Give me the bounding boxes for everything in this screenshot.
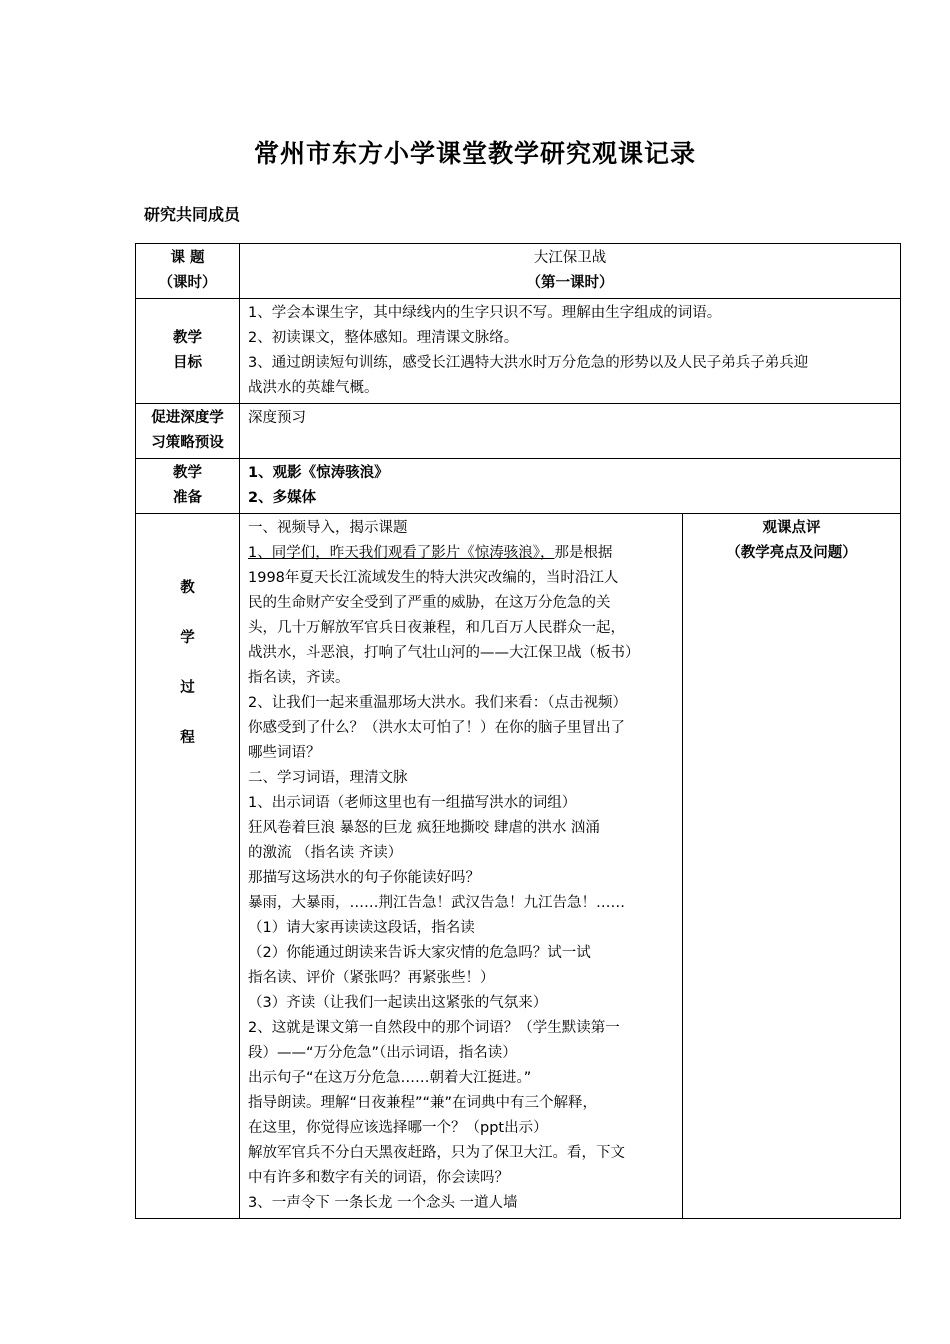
strategy-row [136,404,901,459]
goals-cell [240,299,901,404]
process-line: 2、这就是课文第一自然段中的那个词语？（学生默读第一 [248,1020,620,1036]
process-line [248,541,674,566]
process-line: 的激流 （指名读 齐读） [248,845,403,861]
members-label: 研究共同成员 [144,205,241,224]
process-line: 中有许多和数字有关的词语，你会读吗？ [248,1170,509,1186]
prep-line: 1、观影《惊涛骇浪》 [248,465,389,481]
prep-cell [240,459,901,514]
process-line: 一、视频导入，揭示课题 [248,520,408,536]
process-line: 哪些词语？ [248,745,321,761]
process-line: 出示句子“在这万分危急……朝着大江挺进。” [248,1070,532,1086]
process-line: 民的生命财产安全受到了严重的威胁，在这万分危急的关 [248,595,611,611]
process-line: 在这里，你觉得应该选择哪一个？（ppt出示） [248,1120,548,1136]
prep-line: 2、多媒体 [248,490,317,506]
prep-row [136,459,901,514]
process-line: 你感受到了什么？（洪水太可怕了！）在你的脑子里冒出了 [248,720,625,736]
goals-row [136,299,901,404]
goal-line: 3、通过朗读短句训练，感受长江遇特大洪水时万分危急的形势以及人民子弟兵子弟兵迎 [248,355,809,371]
strategy-cell [240,404,901,459]
topic-label [136,244,240,299]
process-label [136,514,240,1219]
process-label-char: 过 [180,680,195,696]
topic-label-line: 课 题 [170,250,205,266]
process-line: 那描写这场洪水的句子你能读好吗？ [248,870,480,886]
process-line: 指名读，齐读。 [248,670,350,686]
process-line: 暴雨，大暴雨，……荆江告急！武汉告急！九江告急！…… [248,895,625,911]
strategy-label-line: 习策略预设 [151,435,224,451]
process-line: （2）你能通过朗读来告诉大家灾情的危急吗？试一试 [248,945,591,961]
process-line: 2、让我们一起来重温那场大洪水。我们来看：（点击视频） [248,695,627,711]
process-label-char: 程 [180,730,195,746]
process-text: 那是根据 [554,545,613,561]
goals-label [136,299,240,404]
topic-row [136,244,901,299]
process-line: 二、学习词语，理清文脉 [248,770,408,786]
process-label-char: 学 [180,630,195,646]
review-title: 观课点评 [762,520,821,536]
process-line: 头，几十万解放军官兵日夜兼程，和几百万人民群众一起， [248,620,625,636]
process-line: 指名读、评价（紧张吗？再紧张些！） [248,970,495,986]
process-line: 1998年夏天长江流域发生的特大洪灾改编的，当时沿江人 [248,570,619,586]
process-content-cell [240,514,683,1219]
prep-label-line: 准备 [173,490,202,506]
goal-line: 2、初读课文，整体感知。理清课文脉络。 [248,330,519,346]
goals-label-line: 目标 [173,355,202,371]
process-line: 1、出示词语（老师这里也有一组描写洪水的词组） [248,795,577,811]
strategy-label [136,404,240,459]
page-title: 常州市东方小学课堂教学研究观课记录 [253,139,696,168]
topic-value-cell [240,244,901,299]
process-line: 解放军官兵不分白天黑夜赶路，只为了保卫大江。看，下文 [248,1145,625,1161]
prep-label [136,459,240,514]
topic-value: 大江保卫战 [533,250,607,266]
process-row [136,514,901,1219]
prep-label-line: 教学 [173,465,202,481]
strategy-value: 深度预习 [248,410,306,426]
process-underlined-text: 1、同学们，昨天我们观看了影片《惊涛骇浪》， [248,545,555,561]
topic-period: （第一课时） [526,275,614,291]
process-label-char: 教 [180,580,195,596]
observation-table [135,243,901,1219]
topic-label-line: （课时） [158,275,217,291]
review-cell [683,514,901,1219]
review-subtitle: （教学亮点及问题） [726,545,857,561]
strategy-label-line: 促进深度学 [151,410,224,426]
process-line: 段）——“万分危急”（出示词语，指名读） [248,1045,517,1061]
process-line: 狂风卷着巨浪 暴怒的巨龙 疯狂地撕咬 肆虐的洪水 汹涌 [248,820,600,836]
process-line: （3）齐读（让我们一起读出这紧张的气氛来） [248,995,548,1011]
process-line: 3、一声令下 一条长龙 一个念头 一道人墙 [248,1195,518,1211]
goal-line: 战洪水的英雄气概。 [248,380,379,396]
process-line: 战洪水，斗恶浪，打响了气壮山河的——大江保卫战（板书） [248,645,640,661]
goals-label-line: 教学 [173,330,202,346]
process-line: （1）请大家再读读这段话，指名读 [248,920,475,936]
process-line: 指导朗读。理解“日夜兼程”“兼”在词典中有三个解释， [248,1095,598,1111]
goal-line: 1、学会本课生字，其中绿线内的生字只识不写。理解由生字组成的词语。 [248,305,722,321]
